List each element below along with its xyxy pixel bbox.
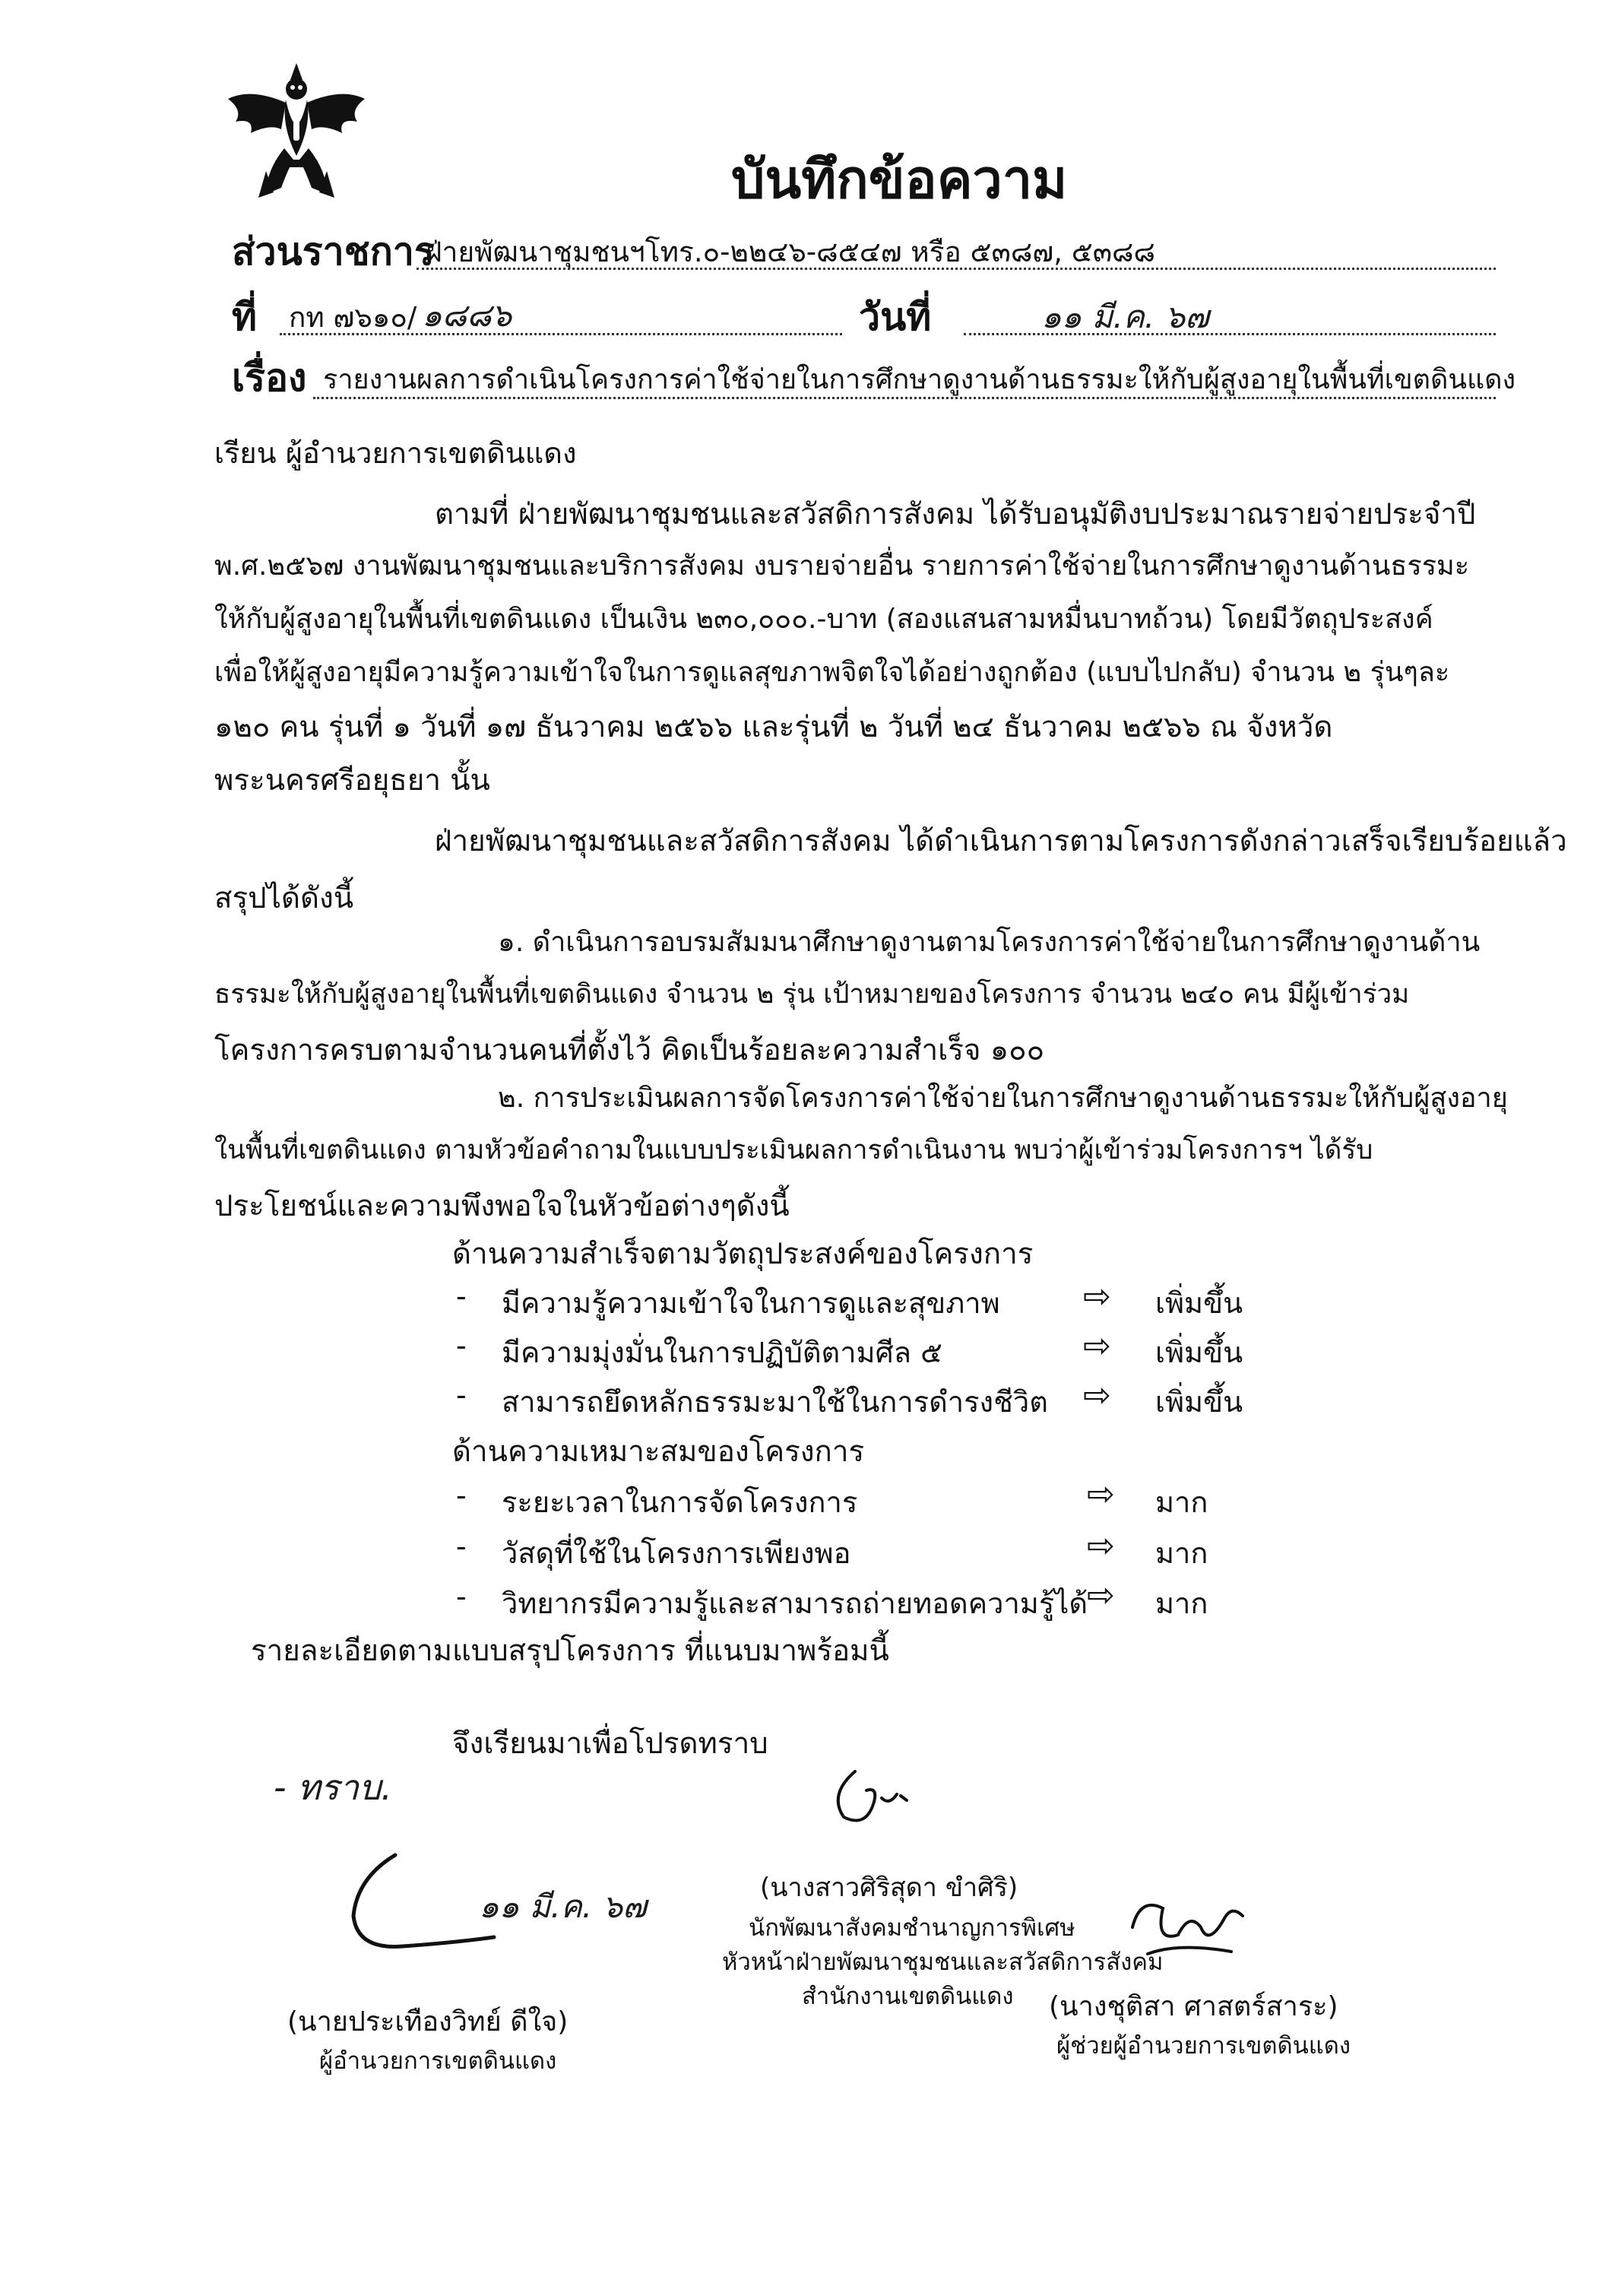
list-dash: -	[456, 1580, 467, 1613]
list-item-result: เพิ่มขึ้น	[1155, 1286, 1243, 1320]
list-dash: -	[456, 1479, 467, 1512]
subject-label: เรื่อง	[232, 356, 307, 400]
ref-label: ที่	[232, 295, 257, 339]
date-value: ๑๑ มี.ค. ๖๗	[1041, 298, 1209, 335]
list-item-result: มาก	[1155, 1486, 1208, 1519]
item2-line: ในพื้นที่เขตดินแดง ตามหัวข้อคำถามในแบบประเมินผลการดำเนินงาน พบว่าผู้เข้าร่วมโครงการฯ ได้รับ	[214, 1135, 1373, 1165]
p2-line: สรุปได้ดังนี้	[214, 881, 354, 915]
closing-line: จึงเรียนมาเพื่อโปรดทราบ	[452, 1727, 768, 1761]
arrow-right-icon: ⇨	[1087, 1576, 1115, 1615]
arrow-right-icon: ⇨	[1087, 1527, 1115, 1565]
p2-line: ฝ่ายพัฒนาชุมชนและสวัสดิการสังคม ได้ดำเนินการตามโครงการดังกล่าวเสร็จเรียบร้อยแล้ว	[435, 824, 1567, 858]
ack-note: - ทราบ.	[274, 1767, 392, 1808]
p1-line: ตามที่ ฝ่ายพัฒนาชุมชนและสวัสดิการสังคม ได้รับอนุมัติงบประมาณรายจ่ายประจำปี	[435, 497, 1476, 531]
director-signed-date: ๑๑ มี.ค. ๖๗	[479, 1888, 647, 1925]
list-item-text: วิทยากรมีความรู้และสามารถถ่ายทอดความรู้ได้	[502, 1587, 1088, 1620]
details-line: รายละเอียดตามแบบสรุปโครงการ ที่แนบมาพร้อมนี้	[251, 1634, 889, 1668]
p1-line: ๑๒๐ คน รุ่นที่ ๑ วันที่ ๑๗ ธันวาคม ๒๕๖๖ และรุ่นที่ ๒ วันที่ ๒๔ ธันวาคม ๒๕๖๖ ณ จังหวัด	[214, 710, 1333, 744]
list-item-text: สามารถยึดหลักธรรมะมาใช้ในการดำรงชีวิต	[502, 1385, 1048, 1419]
arrow-right-icon: ⇨	[1083, 1376, 1111, 1415]
garuda-emblem-icon	[220, 57, 372, 201]
list-item-text: มีความรู้ความเข้าใจในการดูและสุขภาพ	[502, 1286, 1000, 1320]
list-dash: -	[456, 1530, 467, 1563]
head-title-line: นักพัฒนาสังคมชำนาญการพิเศษ	[749, 1914, 1075, 1942]
director-title: ผู้อำนวยการเขตดินแดง	[319, 2047, 557, 2075]
list-dash: -	[456, 1378, 467, 1412]
list-dash: -	[456, 1329, 467, 1362]
p1-line: พระนครศรีอยุธยา นั้น	[214, 763, 490, 798]
head-title-line: สำนักงานเขตดินแดง	[802, 1983, 1014, 2010]
list-item-result: มาก	[1155, 1536, 1208, 1570]
list-item-result: เพิ่มขึ้น	[1155, 1385, 1243, 1419]
arrow-right-icon: ⇨	[1083, 1277, 1111, 1316]
list-item-text: วัสดุที่ใช้ในโครงการเพียงพอ	[502, 1536, 851, 1570]
head-name: (นางสาวศิริสุดา ขำศิริ)	[760, 1873, 1018, 1903]
p1-line: เพื่อให้ผู้สูงอายุมีความรู้ความเข้าใจในการดูแลสุขภาพจิตใจได้อย่างถูกต้อง (แบบไปกลับ) จำนวน ๒ รุ่นๆละ	[214, 657, 1450, 688]
date-dotline	[964, 333, 1496, 335]
p1-line: ให้กับผู้สูงอายุในพื้นที่เขตดินแดง เป็นเงิน ๒๓๐,๐๐๐.-บาท (สองแสนสามหมื่นบาทถ้วน) โดยมีวัตถุประสงค์	[214, 604, 1433, 635]
assistant-name: (นางชุติสา ศาสตร์สาระ)	[1049, 1991, 1338, 2022]
head-signature	[825, 1764, 939, 1832]
department-value: ฝ่ายพัฒนาชุมชนฯโทร.๐-๒๒๔๖-๘๕๔๗ หรือ ๕๓๘๗, ๕๓๘๘	[426, 236, 1156, 268]
item1-line: ๑. ดำเนินการอบรมสัมมนาศึกษาดูงานตามโครงการค่าใช้จ่ายในการศึกษาดูงานด้าน	[498, 927, 1481, 958]
ref-value: กท ๗๖๑๐/	[289, 301, 417, 334]
section1-heading: ด้านความสำเร็จตามวัตถุประสงค์ของโครงการ	[452, 1237, 1034, 1271]
p1-line: พ.ศ.๒๕๖๗ งานพัฒนาชุมชนและบริการสังคม งบรายจ่ายอื่น รายการค่าใช้จ่ายในการศึกษาดูงานด้านธรรมะ	[214, 550, 1470, 582]
item1-line: โครงการครบตามจำนวนคนที่ตั้งไว้ คิดเป็นร้อยละความสำเร็จ ๑๐๐	[214, 1033, 1045, 1067]
list-item-text: มีความมุ่งมั่นในการปฏิบัติตามศีล ๕	[502, 1336, 942, 1369]
item2-line: ๒. การประเมินผลการจัดโครงการค่าใช้จ่ายในการศึกษาดูงานด้านธรรมะให้กับผู้สูงอายุ	[498, 1083, 1508, 1114]
item2-line: ประโยชน์และความพึงพอใจในหัวข้อต่างๆดังนี้	[214, 1189, 790, 1223]
director-name: (นายประเทืองวิทย์ ดีใจ)	[287, 2006, 569, 2038]
page-title: บันทึกข้อความ	[731, 148, 1068, 211]
item1-line: ธรรมะให้กับผู้สูงอายุในพื้นที่เขตดินแดง จำนวน ๒ รุ่น เป้าหมายของโครงการ จำนวน ๒๔๐ คน มีผู้เข้าร่วม	[214, 979, 1410, 1010]
salutation: เรียน ผู้อำนวยการเขตดินแดง	[214, 436, 577, 470]
arrow-right-icon: ⇨	[1083, 1327, 1111, 1365]
list-item-result: มาก	[1155, 1587, 1208, 1620]
list-dash: -	[456, 1280, 467, 1313]
assistant-title: ผู้ช่วยผู้อำนวยการเขตดินแดง	[1056, 2032, 1351, 2060]
subject-value: รายงานผลการดำเนินโครงการค่าใช้จ่ายในการศึกษาดูงานด้านธรรมะให้กับผู้สูงอายุในพื้นที่เขตดินแดง	[323, 364, 1516, 395]
arrow-right-icon: ⇨	[1087, 1475, 1115, 1514]
list-item-result: เพิ่มขึ้น	[1155, 1336, 1243, 1369]
date-label: วันที่	[859, 295, 932, 339]
ref-handwritten: ๑๘๘๖	[422, 297, 512, 334]
department-dotline	[417, 268, 1496, 270]
section2-heading: ด้านความเหมาะสมของโครงการ	[452, 1435, 865, 1469]
list-item-text: ระยะเวลาในการจัดโครงการ	[502, 1486, 858, 1519]
subject-dotline	[313, 397, 1496, 399]
head-title-line: หัวหน้าฝ่ายพัฒนาชุมชนและสวัสดิการสังคม	[722, 1949, 1164, 1976]
department-label: ส่วนราชการ	[232, 230, 435, 274]
ref-dotline	[280, 333, 842, 335]
